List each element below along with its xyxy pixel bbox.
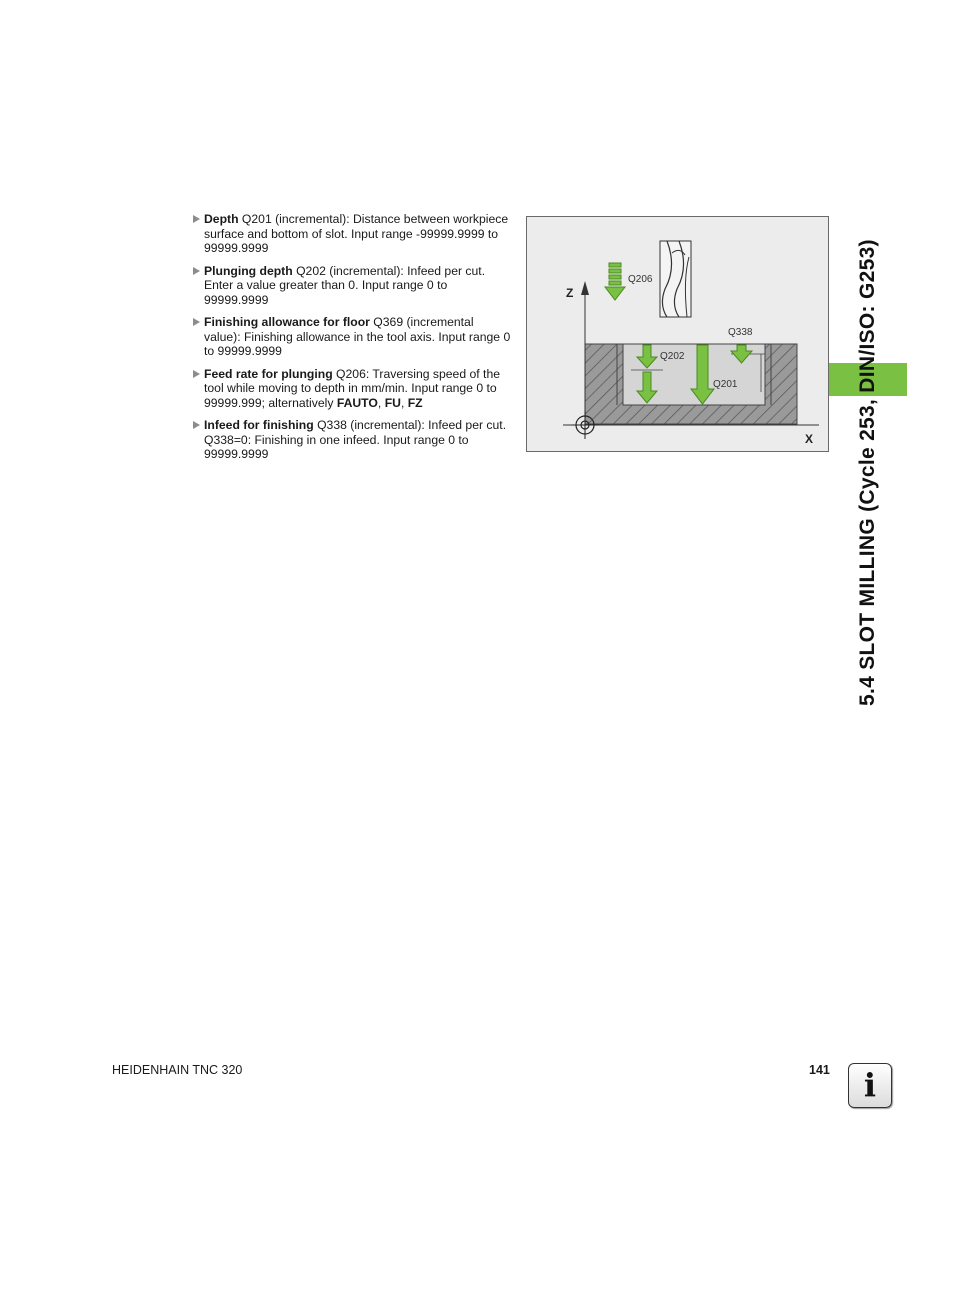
- parameter-name: Plunging depth: [204, 263, 293, 278]
- parameter-list: [193, 212, 511, 470]
- q201-label: Q201: [713, 379, 738, 390]
- parameter-name: Infeed for finishing: [204, 418, 314, 432]
- triangle-bullet-icon: [193, 421, 200, 429]
- x-label: X: [805, 432, 814, 446]
- q338-label: Q338: [728, 327, 753, 338]
- info-icon: i: [848, 1063, 892, 1108]
- parameter-item: [193, 418, 511, 462]
- parameter-item: [193, 367, 511, 411]
- parameter-text: Q369 (incremental value): Finishing allowance in the tool axis. Input range 0 to 99999.9999: [204, 315, 511, 358]
- parameter-text: Q201 (incremental): Distance between workpiece surface and bottom of slot. Input range -99999.9999 to 99999.9999: [204, 212, 509, 255]
- parameter-text: Q338 (incremental): Infeed per cut. Q338=0: Finishing in one infeed. Input range 0 to 99999.9999: [204, 418, 507, 461]
- section-title: 5.4 SLOT MILLING (Cycle 253, DIN/ISO: G253): [856, 239, 879, 706]
- triangle-bullet-icon: [193, 318, 200, 326]
- parameter-text: ,: [400, 395, 408, 410]
- parameter-item: [193, 212, 511, 256]
- parameter-name: Feed rate for plunging: [204, 366, 333, 381]
- parameter-text: Q202 (incremental): Infeed per cut. Enter a value greater than 0. Input range 0 to 99999.9999: [204, 263, 486, 307]
- parameter-text: Q206: Traversing speed of the tool while moving to depth in mm/min. Input range 0 to 99999.999; alternatively: [204, 366, 500, 410]
- parameter-item: [193, 264, 511, 308]
- footer-product: HEIDENHAIN TNC 320: [112, 1063, 243, 1077]
- parameter-text: FU: [384, 395, 401, 410]
- parameter-text: FAUTO: [336, 395, 378, 410]
- parameter-name: Finishing allowance for floor: [204, 315, 370, 329]
- parameter-text: FZ: [407, 395, 423, 410]
- q202-label: Q202: [660, 351, 685, 362]
- q206-label: Q206: [628, 274, 653, 285]
- parameter-text: ,: [377, 395, 385, 410]
- triangle-bullet-icon: [193, 215, 200, 223]
- triangle-bullet-icon: [193, 267, 200, 275]
- parameter-item: [193, 315, 511, 359]
- triangle-bullet-icon: [193, 370, 200, 378]
- feed-rate-arrow-icon: [605, 263, 625, 300]
- milling-tool-icon: [660, 241, 691, 317]
- z-label: Z: [566, 286, 574, 300]
- slot-milling-figure: [526, 216, 829, 452]
- page-number: 141: [809, 1063, 830, 1077]
- parameter-name: Depth: [204, 212, 239, 226]
